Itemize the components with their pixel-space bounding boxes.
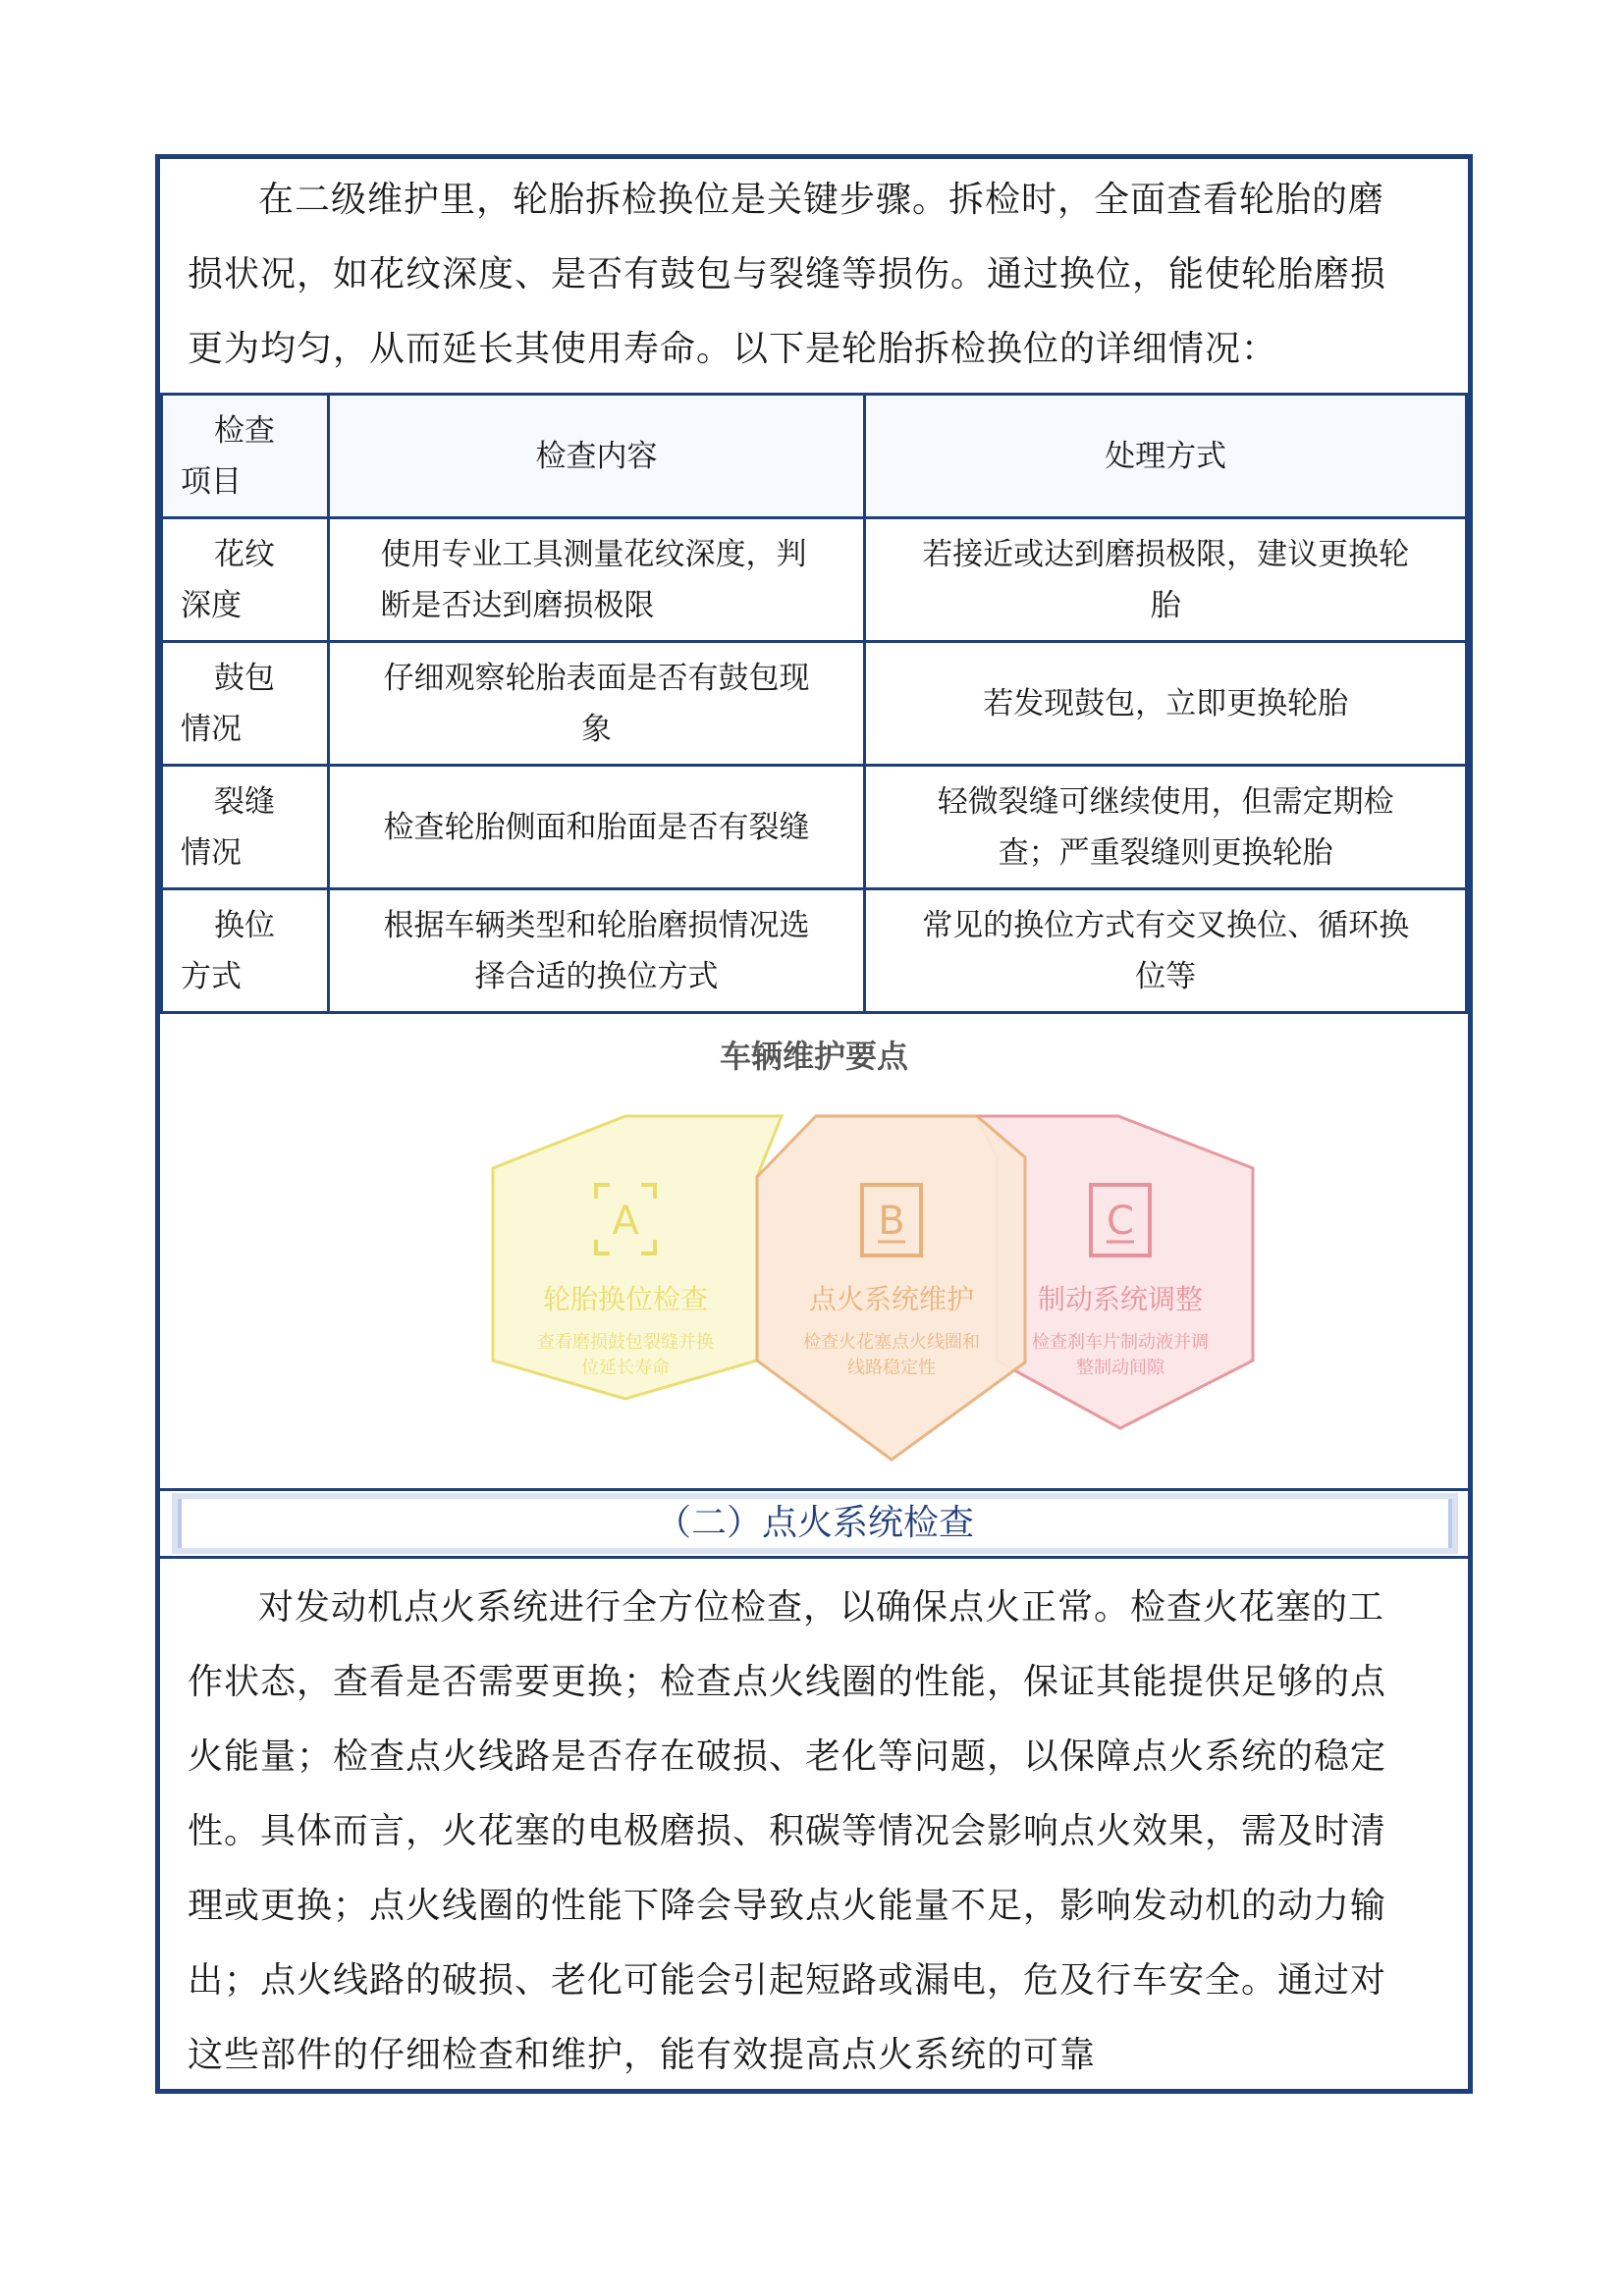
row-item-line1: 鼓包 (214, 660, 275, 696)
card-letter: B (878, 1199, 905, 1244)
row-content (328, 889, 865, 1013)
row-action (865, 766, 1467, 889)
section-title: （二）点火系统检查 (178, 1499, 1452, 1548)
content-frame (155, 154, 1473, 2094)
row-action (865, 889, 1467, 1013)
body-paragraph (160, 1563, 1468, 2093)
card-b (757, 1116, 1025, 1460)
row-item-line1: 换位 (214, 907, 275, 943)
row-action-text: 若接近或达到磨损极限，建议更换轮胎 (922, 536, 1410, 623)
row-item (162, 642, 329, 766)
row-item-line1: 花纹 (214, 536, 275, 572)
row-item (162, 766, 329, 889)
table-row (162, 518, 1467, 642)
row-action-text: 常见的换位方式有交叉换位、循环换位等 (922, 907, 1410, 994)
header-content: 检查内容 (328, 395, 865, 518)
row-action-text: 若发现鼓包，立即更换轮胎 (983, 685, 1349, 721)
row-action (865, 642, 1467, 766)
header-item-line1: 检查 (214, 412, 275, 449)
row-item-line2: 方式 (181, 958, 242, 994)
row-item-line1: 裂缝 (214, 783, 275, 820)
card-a (493, 1116, 782, 1399)
table-header-row (162, 395, 1467, 518)
intro-paragraph (160, 159, 1468, 397)
card-title: 点火系统维护 (808, 1283, 975, 1315)
card-shape (493, 1116, 782, 1399)
table-row (162, 889, 1467, 1013)
card-description: 检查火花塞点火线圈和 (803, 1332, 980, 1353)
card-title: 轮胎换位检查 (542, 1283, 709, 1315)
tire-inspection-table (160, 393, 1468, 1014)
card-title: 制动系统调整 (1037, 1283, 1204, 1315)
row-content-text: 根据车辆类型和轮胎磨损情况选择合适的换位方式 (383, 907, 810, 994)
header-item-line2: 项目 (181, 463, 242, 500)
card-letter: A (612, 1199, 639, 1244)
card-description: 位延长寿命 (581, 1358, 670, 1378)
intro-text: 在二级维护里，轮胎拆检换位是关键步骤。拆检时，全面查看轮胎的磨损状况，如花纹深度、是否有鼓包与裂缝等损伤。通过换位，能使轮胎磨损更为均匀，从而延长其使用寿命。以下是轮胎拆检换位的详细情况： (188, 180, 1387, 369)
row-content (328, 642, 865, 766)
card-description: 查看磨损鼓包裂缝并换 (537, 1332, 714, 1353)
row-item (162, 518, 329, 642)
figure-title: 车辆维护要点 (719, 1038, 908, 1075)
row-item-line2: 情况 (181, 834, 242, 871)
section-header (160, 1488, 1468, 1559)
card-letter: C (1107, 1199, 1134, 1244)
card-description: 线路稳定性 (847, 1358, 936, 1378)
row-content-text: 仔细观察轮胎表面是否有鼓包现象 (383, 660, 810, 747)
row-item-line2: 情况 (181, 711, 242, 747)
row-content (328, 766, 865, 889)
row-content (328, 518, 865, 642)
row-item (162, 889, 329, 1013)
row-action (865, 518, 1467, 642)
card-description: 检查刹车片制动液并调 (1032, 1332, 1209, 1353)
row-item-line2: 深度 (181, 587, 242, 623)
header-item (162, 395, 329, 518)
header-action: 处理方式 (865, 395, 1467, 518)
figure-graphic (160, 1014, 1468, 1495)
row-action-text: 轻微裂缝可继续使用，但需定期检查；严重裂缝则更换轮胎 (937, 783, 1394, 871)
maintenance-figure (160, 1011, 1468, 1378)
table-row (162, 766, 1467, 889)
body-text: 对发动机点火系统进行全方位检查，以确保点火正常。检查火花塞的工作状态，查看是否需要更换；检查点火线圈的性能，保证其能提供足够的点火能量；检查点火线路是否存在破损、老化等问题，以保障点火系统的稳定性。具体而言，火花塞的电极磨损、积碳等情况会影响点火效果，需及时清理或更换；点火线圈的性能下降会导致点火能量不足，影响发动机的动力输出；点火线路的破损、老化可能会引起短路或漏电，危及行车安全。通过对这些部件的仔细检查和维护，能有效提高点火系统的可靠 (188, 1587, 1387, 2075)
card-description: 整制动间隙 (1076, 1358, 1164, 1378)
row-content-text: 检查轮胎侧面和胎面是否有裂缝 (383, 809, 810, 845)
row-content-text: 使用专业工具测量花纹深度，判断是否达到磨损极限 (380, 536, 807, 623)
table-row (162, 642, 1467, 766)
